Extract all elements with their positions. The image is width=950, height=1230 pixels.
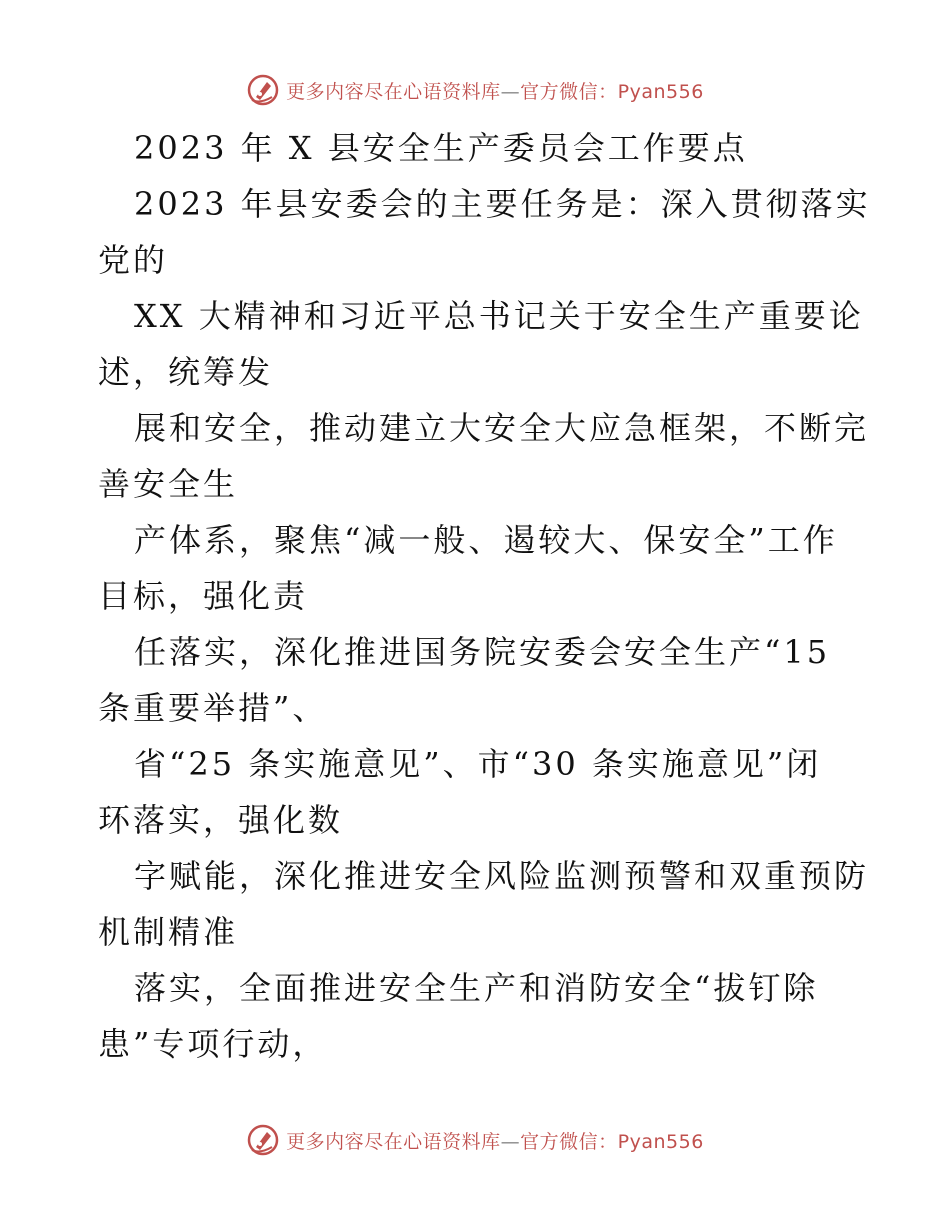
document-body: [98, 120, 871, 1072]
paragraph-line: 党的: [98, 241, 169, 279]
footer-banner-title: 更多内容尽在心语资料库: [286, 1130, 501, 1153]
footer-banner-text: [286, 1127, 704, 1154]
paragraph-line: XX 大精神和习近平总书记关于安全生产重要论: [134, 297, 864, 335]
header-banner-title: 更多内容尽在心语资料库: [286, 80, 501, 103]
paragraph-line: 机制精准: [98, 913, 239, 951]
paragraph-line: 环落实，强化数: [98, 801, 344, 839]
header-banner-separator: —: [500, 80, 521, 103]
document-title: 2023 年 X 县安全生产委员会工作要点: [134, 129, 748, 167]
footer-banner: [0, 1120, 950, 1160]
paragraph-line: 善安全生: [98, 465, 239, 503]
header-banner: [0, 70, 950, 110]
paragraph-line: 省“25 条实施意见”、市“30 条实施意见”闭: [134, 745, 822, 783]
footer-banner-contact: 官方微信：Pyan556: [520, 1130, 704, 1153]
paragraph-line: 条重要举措”、: [98, 689, 328, 727]
paragraph-line: 2023 年县安委会的主要任务是：深入贯彻落实: [134, 185, 871, 223]
footer-banner-separator: —: [500, 1130, 521, 1153]
paragraph-line: 述，统筹发: [98, 353, 274, 391]
pen-nib-logo-icon: [246, 73, 280, 107]
paragraph-line: 任落实，深化推进国务院安委会安全生产“15: [134, 633, 831, 671]
paragraph-line: 字赋能，深化推进安全风险监测预警和双重预防: [134, 857, 870, 895]
header-banner-text: [286, 77, 704, 104]
paragraph-line: 展和安全，推动建立大安全大应急框架，不断完: [134, 409, 870, 447]
pen-nib-logo-icon: [246, 1123, 280, 1157]
paragraph-line: 患”专项行动，: [98, 1025, 328, 1063]
header-banner-contact: 官方微信：Pyan556: [520, 80, 704, 103]
paragraph-line: 落实，全面推进安全生产和消防安全“拔钉除: [134, 969, 819, 1007]
paragraph-line: 目标，强化责: [98, 577, 309, 615]
paragraph-line: 产体系，聚焦“减一般、遏较大、保安全”工作: [134, 521, 838, 559]
